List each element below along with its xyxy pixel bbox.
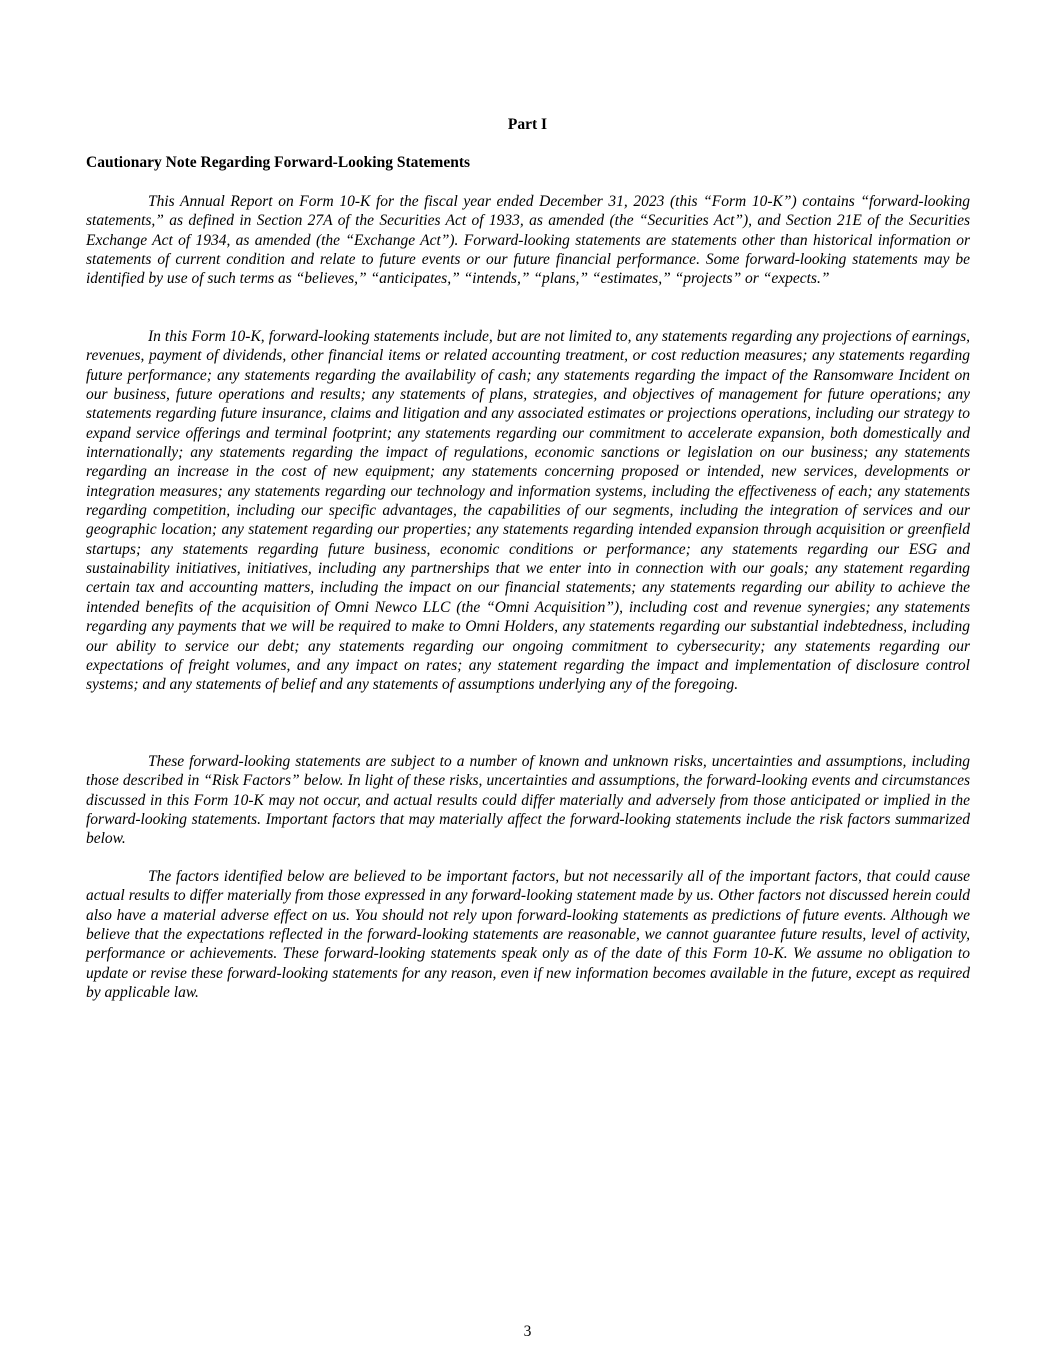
paragraph-factors: The factors identified below are believed to be important factors, but not necessarily all of the important factors, that could cause actual results to differ materially from those expressed in any forward-looking statement made by us. Other factors not discussed herein could also have a material adverse effect on us. You should not rely upon forward-looking statements as predictions of future events. Although we believe that the expectations reflected in the forward-looking statements are reasonable, we cannot guarantee future results, level of activity, performance or achievements. These forward-looking statements speak only as of the date of this Form 10-K. We assume no obligation to update or revise these forward-looking statements for any reason, even if new information becomes available in the future, except as required by applicable law. [86, 868, 970, 1002]
paragraph-intro: This Annual Report on Form 10-K for the fiscal year ended December 31, 2023 (this “Form 10-K”) contains “forward-looking statements,” as defined in Section 27A of the Securities Act of 1933, as amended (the “Securities Act”), and Section 21E of the Securities Exchange Act of 1934, as amended (the “Exchange Act”). Forward-looking statements are statements other than historical information or statements of current condition and relate to future events or our future financial performance. Some forward-looking statements may be identified by use of such terms as “believes,” “anticipates,” “intends,” “plans,” “estimates,” “projects” or “expects.” [86, 193, 970, 288]
section-heading: Cautionary Note Regarding Forward-Looking Statements [86, 154, 471, 171]
part-title: Part I [507, 116, 548, 133]
page-number: 3 [523, 1323, 532, 1340]
paragraph-statements-list: In this Form 10-K, forward-looking statements include, but are not limited to, any statements regarding any projections of earnings, revenues, payment of dividends, other financial items or related accounting treatment, or cost reduction measures; any statements regarding future performance; any statements regarding the availability of cash; any statements regarding the impact of the Ransomware Incident on our business, future operations and results; any statements of plans, strategies, and objectives of management for future operations; any statements regarding future insurance, claims and litigation and any associated estimates or projections operations, including our strategy to expand service offerings and terminal footprint; any statements regarding our commitment to accelerate expansion, both domestically and internationally; any statements regarding the impact of regulations, economic sanctions or legislation on our business; any statements regarding an increase in the cost of new equipment; any statements concerning proposed or intended, new services, developments or integration measures; any statements regarding our technology and information systems, including the effectiveness of each; any statements regarding competition, including our specific advantages, the capabilities of our segments, including the integration of services and our geographic location; any statement regarding our properties; any statements regarding intended expansion through acquisition or greenfield startups; any statements regarding future business, economic conditions or performance; any statements regarding our ESG and sustainability initiatives, initiatives, including any partnerships that we enter into in connection with our goals; any statement regarding certain tax and accounting matters, including the impact on our financial statements; any statements regarding our ability to achieve the intended benefits of the acquisition of Omni Newco LLC (the “Omni Acquisition”), including cost and revenue synergies; any statements regarding any payments that we will be required to make to Omni Holders, any statements regarding our substantial indebtedness, including our ability to service our debt; any statements regarding our ongoing commitment to cybersecurity; any statements regarding our expectations of freight volumes, and any impact on rates; any statement regarding the impact and implementation of disclosure control systems; and any statements of belief and any statements of assumptions underlying any of the foregoing. [86, 328, 970, 694]
paragraph-risks: These forward-looking statements are subject to a number of known and unknown risks, uncertainties and assumptions, including those described in “Risk Factors” below. In light of these risks, uncertainties and assumptions, the forward-looking events and circumstances discussed in this Form 10-K may not occur, and actual results could differ materially and adversely from those anticipated or implied in the forward-looking statements. Important factors that may materially affect the forward-looking statements include the risk factors summarized below. [86, 753, 970, 848]
